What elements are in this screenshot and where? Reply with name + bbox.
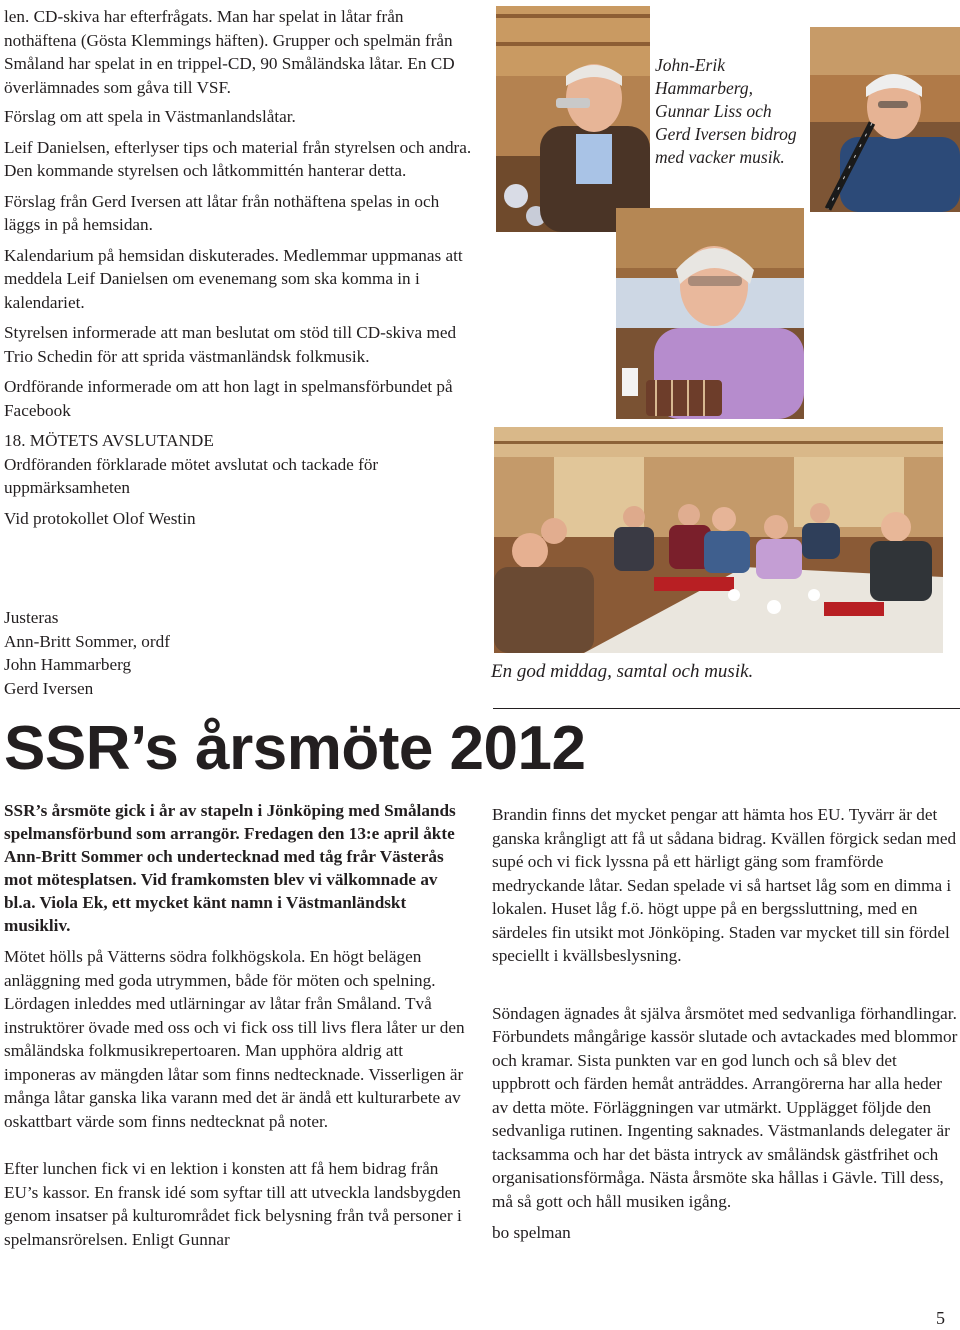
- article-right-column: [492, 803, 958, 1245]
- clarinet-player-illustration: [810, 27, 960, 212]
- harmonica-player-illustration: [496, 6, 650, 232]
- article-signoff: bo spelman: [492, 1223, 571, 1242]
- article-left-column: [4, 945, 466, 1251]
- dinner-illustration: [494, 427, 943, 653]
- article-paragraph: Efter lunchen fick vi en lektion i konsten att få hem bidrag från EU’s kassor. En fransk idé som syftar till att utveckla landsbygden genom insatser på kulturområdet fick belysning från två personer i spelmansrörelsen. Enligt Gunnar: [4, 1159, 462, 1249]
- article-paragraph: Brandin finns det mycket pengar att hämta hos EU. Tyvärr är det ganska krångligt att få ut sådana bidrag. Kvällen förgick sedan med supé och vi fick lyssna på ett härligt gäng som framförde medryckande låtar. Sedan spelade vi så hartset låg som en dimma i lokalen. Huset låg f.ö. högt uppe på en bergssluttning, med en särdeles fin utsikt mot Jönköping. Staden var mycket till sin fördel speciellt i kvällsbeslysning.: [492, 805, 957, 965]
- paragraph-leif: Leif Danielsen, efterlyser tips och material från styrelsen och andra. Den kommande styrelsen och låtkommittén hanterar detta.: [4, 137, 472, 180]
- paragraph-board: Styrelsen informerade att man beslutat om stöd till CD-skiva med Trio Schedin för att sprida västmanländsk folkmusik.: [4, 323, 457, 366]
- page-number: 5: [936, 1308, 945, 1328]
- article-paragraph: Söndagen ägnades åt själva årsmötet med sedvanliga förhandlingar. Förbundets mångårige kassör slutade och avtackades med blommor och kramar. Sista punkten var en god lunch och så blev det uppbrott och färden hemåt anträddes. Arrangörerna har alla heder av detta möte. Förläggningen var utmärkt. Upplägget följde den sedvanliga rutinen. Ingenting saknades. Västmanlands delegater är tacksamma och har det bästa intryck av småländsk gästfrihet och organisationsförmåga. Nästa årsmöte ska hållas i Gävle. Till dess, må så gott och håll musiken igång.: [492, 1003, 958, 1211]
- signature-heading: Justeras: [4, 608, 59, 627]
- photo-dinner: [494, 427, 943, 653]
- paragraph-cd: len. CD-skiva har efterfrågats. Man har spelat in låtar från nothäftena (Gösta Klemmings häften). Grupper och spelmän från Småland har spelat in en trippel-CD, 90 Småländska låtar. En CD överlämnades som gåva till VSF.: [4, 7, 455, 97]
- paragraph-closing: Ordföranden förklarade mötet avslutat och tackade för uppmärksamheten: [4, 454, 379, 497]
- paragraph-gerd: Förslag från Gerd Iversen att låtar från nothäftena spelas in och läggs in på hemsidan.: [4, 191, 440, 234]
- paragraph-minutes: Vid protokollet Olof Westin: [4, 508, 196, 528]
- caption-musicians: John-Erik Hammarberg, Gunnar Liss och Gerd Iversen bidrog med vacker musik.: [655, 55, 797, 167]
- article-paragraph: Mötet hölls på Vätterns södra folkhögskola. En högt belägen anläggning med goda utrymmen, både för möten och spelning. Lördagen inleddes med utlärningar av låtar från Småland. Två instruktörer övade med oss och vi fick oss till livs flera låter ur den småländska folkmusikrepertoaren. Man upphöra aldrig att imponeras av mängden låtar som finns nedtecknade. Visserligen är många låtar ganska lika varann med det är ändå ett kulturarbete av oskattbart värde som finns nedtecknat på noter.: [4, 947, 465, 1131]
- top-left-column: [4, 5, 472, 530]
- signatures: [4, 606, 304, 700]
- section-divider: [493, 708, 960, 709]
- photo-accordion-player: [616, 208, 804, 419]
- paragraph-calendar: Kalendarium på hemsidan diskuterades. Medlemmar uppmanas att meddela Leif Danielsen om evenemang som ska komma in i kalendariet.: [4, 245, 463, 312]
- photo-clarinet-player: [810, 27, 960, 212]
- accordion-player-illustration: [616, 208, 804, 419]
- caption-dinner: En god middag, samtal och musik.: [491, 661, 754, 682]
- article-intro: SSR’s årsmöte gick i år av stapeln i Jönköping med Smålands spelmansförbund som arrangör. Fredagen den 13:e april åkte Ann-Britt Sommer och undertecknad med tåg frår Västerås mot mötesplatsen. Vid framkomsten blev vi välkomnade av bl.a. Viola Ek, ett mycket känt namn i Västmanländskt musikliv.: [4, 801, 456, 935]
- signature-name: John Hammarberg: [4, 655, 132, 674]
- photo-harmonica-player: [496, 6, 650, 232]
- paragraph-facebook: Ordförande informerade om att hon lagt in spelmansförbundet på Facebook: [4, 377, 453, 420]
- paragraph-proposal: Förslag om att spela in Västmanlandslåtar.: [4, 107, 296, 126]
- article-title: SSR’s årsmöte 2012: [4, 714, 586, 783]
- signature-name: Ann-Britt Sommer, ordf: [4, 631, 170, 651]
- section-heading: 18. MÖTETS AVSLUTANDE: [4, 431, 214, 450]
- signature-name: Gerd Iversen: [4, 678, 94, 698]
